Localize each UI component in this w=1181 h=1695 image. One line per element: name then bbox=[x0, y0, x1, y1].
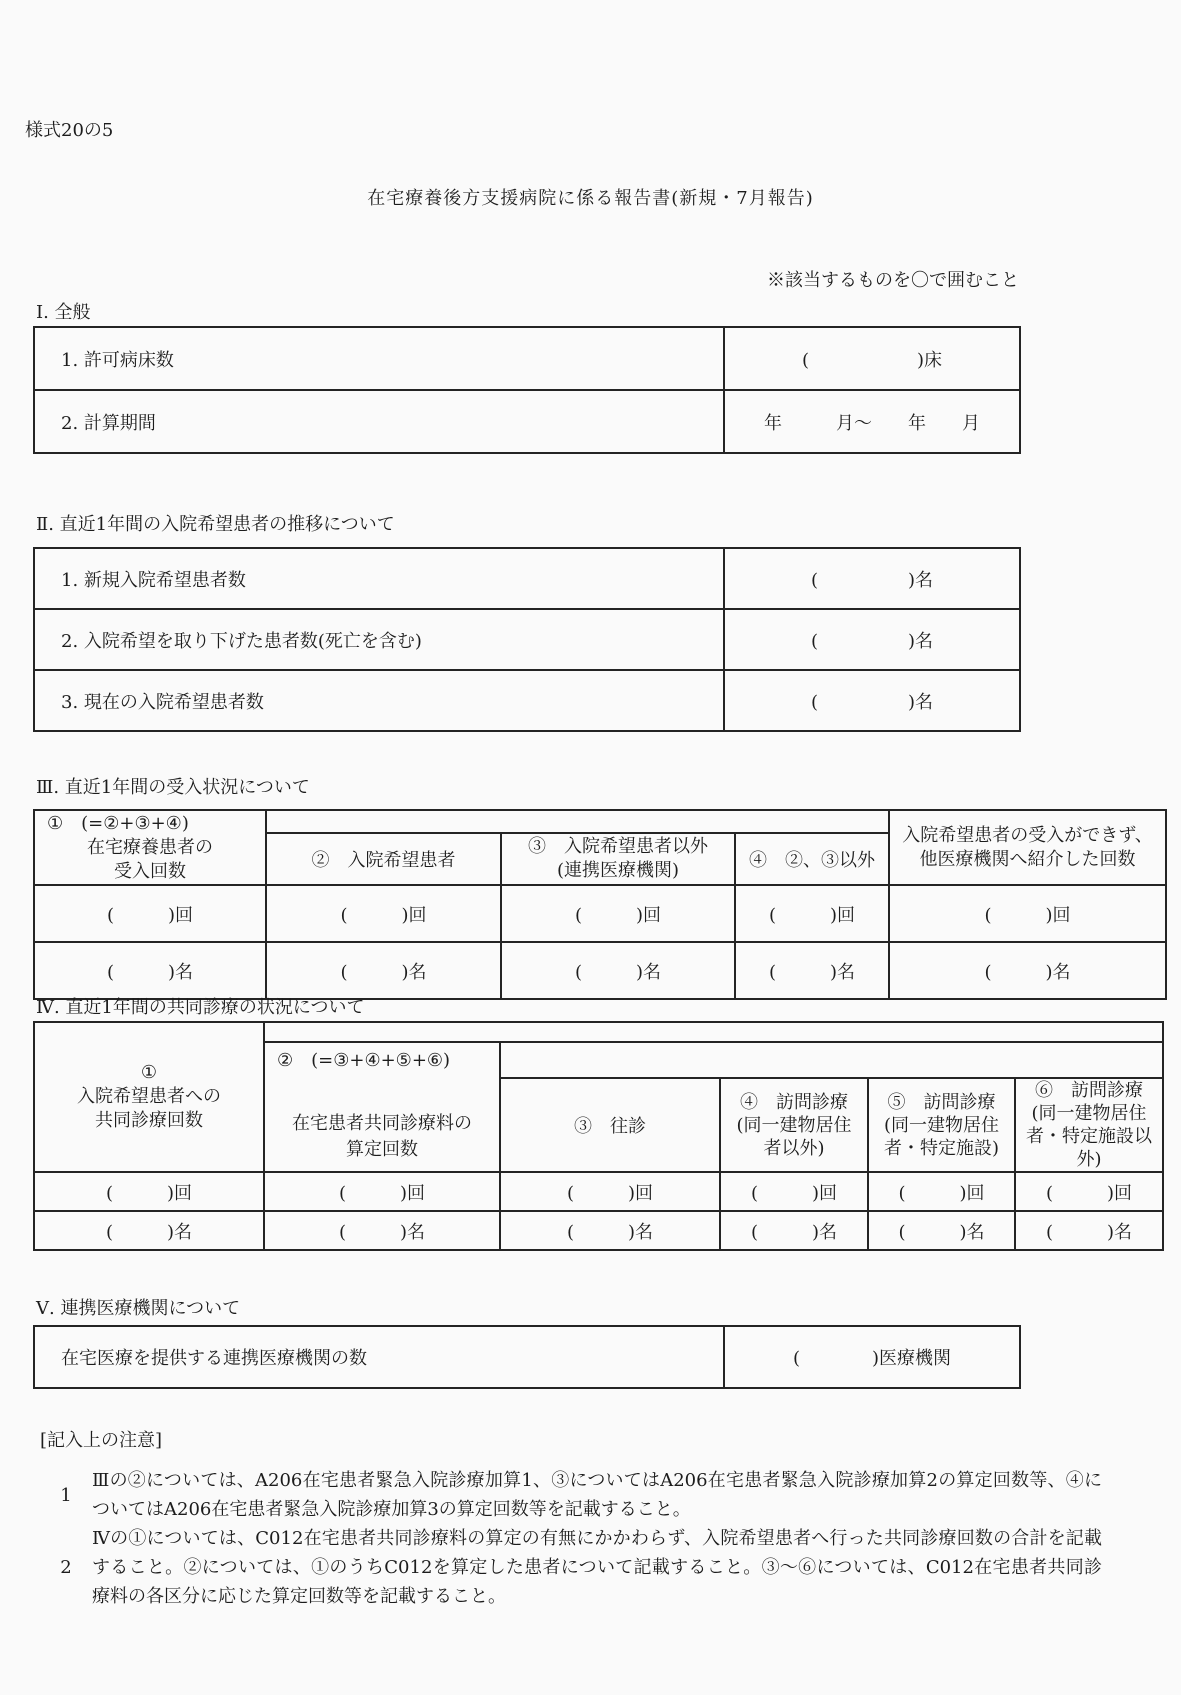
table-4-count-cell-6: ( )回 bbox=[1015, 1172, 1163, 1211]
table-4-col1-line1: ① bbox=[140, 1062, 158, 1083]
table-4-count-cell-5: ( )回 bbox=[868, 1172, 1015, 1211]
table-4-col4-line1: ④ 訪問診療 bbox=[740, 1091, 848, 1113]
withdrawn-request-label: 2. 入院希望を取り下げた患者数(死亡を含む) bbox=[34, 609, 724, 670]
table-4-person-cell-2: ( )名 bbox=[264, 1211, 500, 1250]
table-4-col4-header bbox=[720, 1078, 868, 1172]
table-4-person-cell-3: ( )名 bbox=[500, 1211, 720, 1250]
table-4-person-cell-6: ( )名 bbox=[1015, 1211, 1163, 1250]
table-3-count-cell-4: ( )回 bbox=[735, 885, 889, 942]
joint-treatment-table bbox=[33, 1021, 1164, 1251]
entry-notes bbox=[40, 1426, 1102, 1611]
partner-institutions-table bbox=[33, 1325, 1021, 1389]
table-4-col2-formula: ② (=③+④+⑤+⑥) bbox=[277, 1050, 451, 1071]
table-4-col4-line3: 者以外) bbox=[763, 1137, 825, 1159]
table-4-person-cell-1: ( )名 bbox=[34, 1211, 264, 1250]
table-4-col6-line4: 外) bbox=[1076, 1149, 1102, 1170]
section-5-heading: Ⅴ. 連携医療機関について bbox=[36, 1298, 241, 1319]
section-3-heading: Ⅲ. 直近1年間の受入状況について bbox=[36, 777, 310, 798]
entry-note-2-number: 2 bbox=[60, 1557, 72, 1578]
table-4-col5-line1: ⑤ 訪問診療 bbox=[887, 1091, 996, 1113]
table-3-col5-header bbox=[889, 810, 1166, 885]
calculation-period-label: 2. 計算期間 bbox=[34, 390, 724, 453]
partner-institutions-value: ( )医療機関 bbox=[724, 1326, 1020, 1388]
table-4-col5-line2: (同一建物居住 bbox=[883, 1114, 1000, 1136]
current-request-value: ( )名 bbox=[724, 670, 1020, 731]
table-4-col6-header bbox=[1015, 1078, 1163, 1172]
calculation-period-value: 年 月～ 年 月 bbox=[724, 390, 1020, 453]
table-3-col5-line2: 他医療機関へ紹介した回数 bbox=[919, 848, 1136, 870]
table-3-count-cell-1: ( )回 bbox=[34, 885, 266, 942]
current-request-row bbox=[34, 670, 1020, 731]
withdrawn-request-row bbox=[34, 609, 1020, 670]
table-3-count-row bbox=[34, 885, 1166, 942]
table-4-person-cell-5: ( )名 bbox=[868, 1211, 1015, 1250]
table-4-header-spacer-1 bbox=[264, 1022, 1163, 1042]
table-4-col3-header: ③ 往診 bbox=[500, 1078, 720, 1172]
table-4-person-cell-4: ( )名 bbox=[720, 1211, 868, 1250]
section-2-heading: Ⅱ. 直近1年間の入院希望患者の推移について bbox=[36, 514, 395, 535]
acceptance-status-table bbox=[33, 809, 1167, 1000]
circle-instruction: ※該当するものを〇で囲むこと bbox=[767, 270, 1019, 291]
table-4-col5-line3: 者・特定施設) bbox=[883, 1137, 1000, 1159]
table-4-col1-header bbox=[34, 1022, 264, 1172]
table-3-person-cell-5: ( )名 bbox=[889, 942, 1166, 999]
table-3-col1-line3: 受入回数 bbox=[114, 860, 186, 882]
entry-note-2 bbox=[40, 1524, 1102, 1611]
table-4-count-cell-3: ( )回 bbox=[500, 1172, 720, 1211]
table-4-col2-line2: 在宅患者共同診療料の bbox=[292, 1113, 472, 1134]
table-4-count-row bbox=[34, 1172, 1163, 1211]
table-3-col4-header: ④ ②、③以外 bbox=[735, 833, 889, 885]
table-4-col1-line3: 共同診療回数 bbox=[95, 1110, 203, 1131]
table-4-col5-header bbox=[868, 1078, 1015, 1172]
table-3-col1-line2: 在宅療養患者の bbox=[87, 836, 213, 858]
document-title: 在宅療養後方支援病院に係る報告書(新規・7月報告) bbox=[367, 188, 814, 209]
table-3-col3-header bbox=[501, 833, 735, 885]
new-admission-request-row bbox=[34, 548, 1020, 609]
table-3-header-spacer bbox=[266, 810, 889, 833]
table-4-count-cell-2: ( )回 bbox=[264, 1172, 500, 1211]
admission-request-trend-table bbox=[33, 547, 1021, 732]
table-3-count-cell-3: ( )回 bbox=[501, 885, 735, 942]
entry-note-1-text: Ⅲの②については、A206在宅患者緊急入院診療加算1、③についてはA206在宅患者緊急入院診療加算2の算定回数等、④についてはA206在宅患者緊急入院診療加算3の算定回数等を記載すること。 bbox=[92, 1470, 1102, 1520]
table-3-person-cell-3: ( )名 bbox=[501, 942, 735, 999]
table-3-person-cell-2: ( )名 bbox=[266, 942, 501, 999]
table-3-col5-line1: 入院希望患者の受入ができず、 bbox=[902, 824, 1153, 846]
entry-notes-heading: [記入上の注意] bbox=[40, 1430, 163, 1451]
entry-note-2-text: Ⅳの①については、C012在宅患者共同診療料の算定の有無にかかわらず、入院希望患者へ行った共同診療回数の合計を記載すること。②については、①のうちC012を算定した患者について記載すること。③～⑥については、C012在宅患者共同診療料の各区分に応じた算定回数等を記載すること。 bbox=[92, 1528, 1102, 1607]
table-4-col6-line1: ⑥ 訪問診療 bbox=[1035, 1080, 1144, 1101]
table-4-col6-line3: 者・特定施設以 bbox=[1026, 1126, 1153, 1147]
table-4-col2-line3: 算定回数 bbox=[346, 1139, 418, 1160]
calculation-period-row bbox=[34, 390, 1020, 453]
table-4-header-spacer-2 bbox=[500, 1042, 1163, 1078]
partner-institutions-row bbox=[34, 1326, 1020, 1388]
allowed-beds-label: 1. 許可病床数 bbox=[34, 327, 724, 390]
general-table bbox=[33, 326, 1021, 454]
new-admission-request-value: ( )名 bbox=[724, 548, 1020, 609]
section-1-heading: Ⅰ. 全般 bbox=[36, 302, 91, 323]
table-3-person-cell-4: ( )名 bbox=[735, 942, 889, 999]
table-4-header-strip-row-1 bbox=[34, 1022, 1163, 1042]
entry-note-1-number: 1 bbox=[60, 1484, 72, 1506]
section-4-heading: Ⅳ. 直近1年間の共同診療の状況について bbox=[36, 997, 365, 1018]
table-3-col1-header bbox=[34, 810, 266, 885]
table-3-person-cell-1: ( )名 bbox=[34, 942, 266, 999]
table-3-col1-formula: ① (=②+③+④) bbox=[47, 812, 189, 834]
table-3-col3-line1: ③ 入院希望患者以外 bbox=[528, 836, 708, 857]
table-3-header-strip-row bbox=[34, 810, 1166, 833]
withdrawn-request-value: ( )名 bbox=[724, 609, 1020, 670]
table-3-person-row bbox=[34, 942, 1166, 999]
table-3-count-cell-2: ( )回 bbox=[266, 885, 501, 942]
table-4-col2-header bbox=[264, 1042, 500, 1172]
form-code: 様式20の5 bbox=[25, 120, 114, 141]
current-request-label: 3. 現在の入院希望患者数 bbox=[34, 670, 724, 731]
table-4-count-cell-1: ( )回 bbox=[34, 1172, 264, 1211]
table-3-count-cell-5: ( )回 bbox=[889, 885, 1166, 942]
table-3-col2-header: ② 入院希望患者 bbox=[266, 833, 501, 885]
new-admission-request-label: 1. 新規入院希望患者数 bbox=[34, 548, 724, 609]
allowed-beds-row bbox=[34, 327, 1020, 390]
partner-institutions-label: 在宅医療を提供する連携医療機関の数 bbox=[34, 1326, 724, 1388]
table-4-col6-line2: (同一建物居住 bbox=[1031, 1103, 1147, 1124]
table-4-count-cell-4: ( )回 bbox=[720, 1172, 868, 1211]
table-4-person-row bbox=[34, 1211, 1163, 1250]
table-4-col1-line2: 入院希望患者への bbox=[77, 1086, 221, 1107]
entry-note-1 bbox=[40, 1466, 1102, 1524]
allowed-beds-value: ( )床 bbox=[724, 327, 1020, 390]
table-4-col4-line2: (同一建物居住 bbox=[736, 1114, 852, 1136]
table-3-col3-line2: (連携医療機関) bbox=[556, 860, 680, 881]
